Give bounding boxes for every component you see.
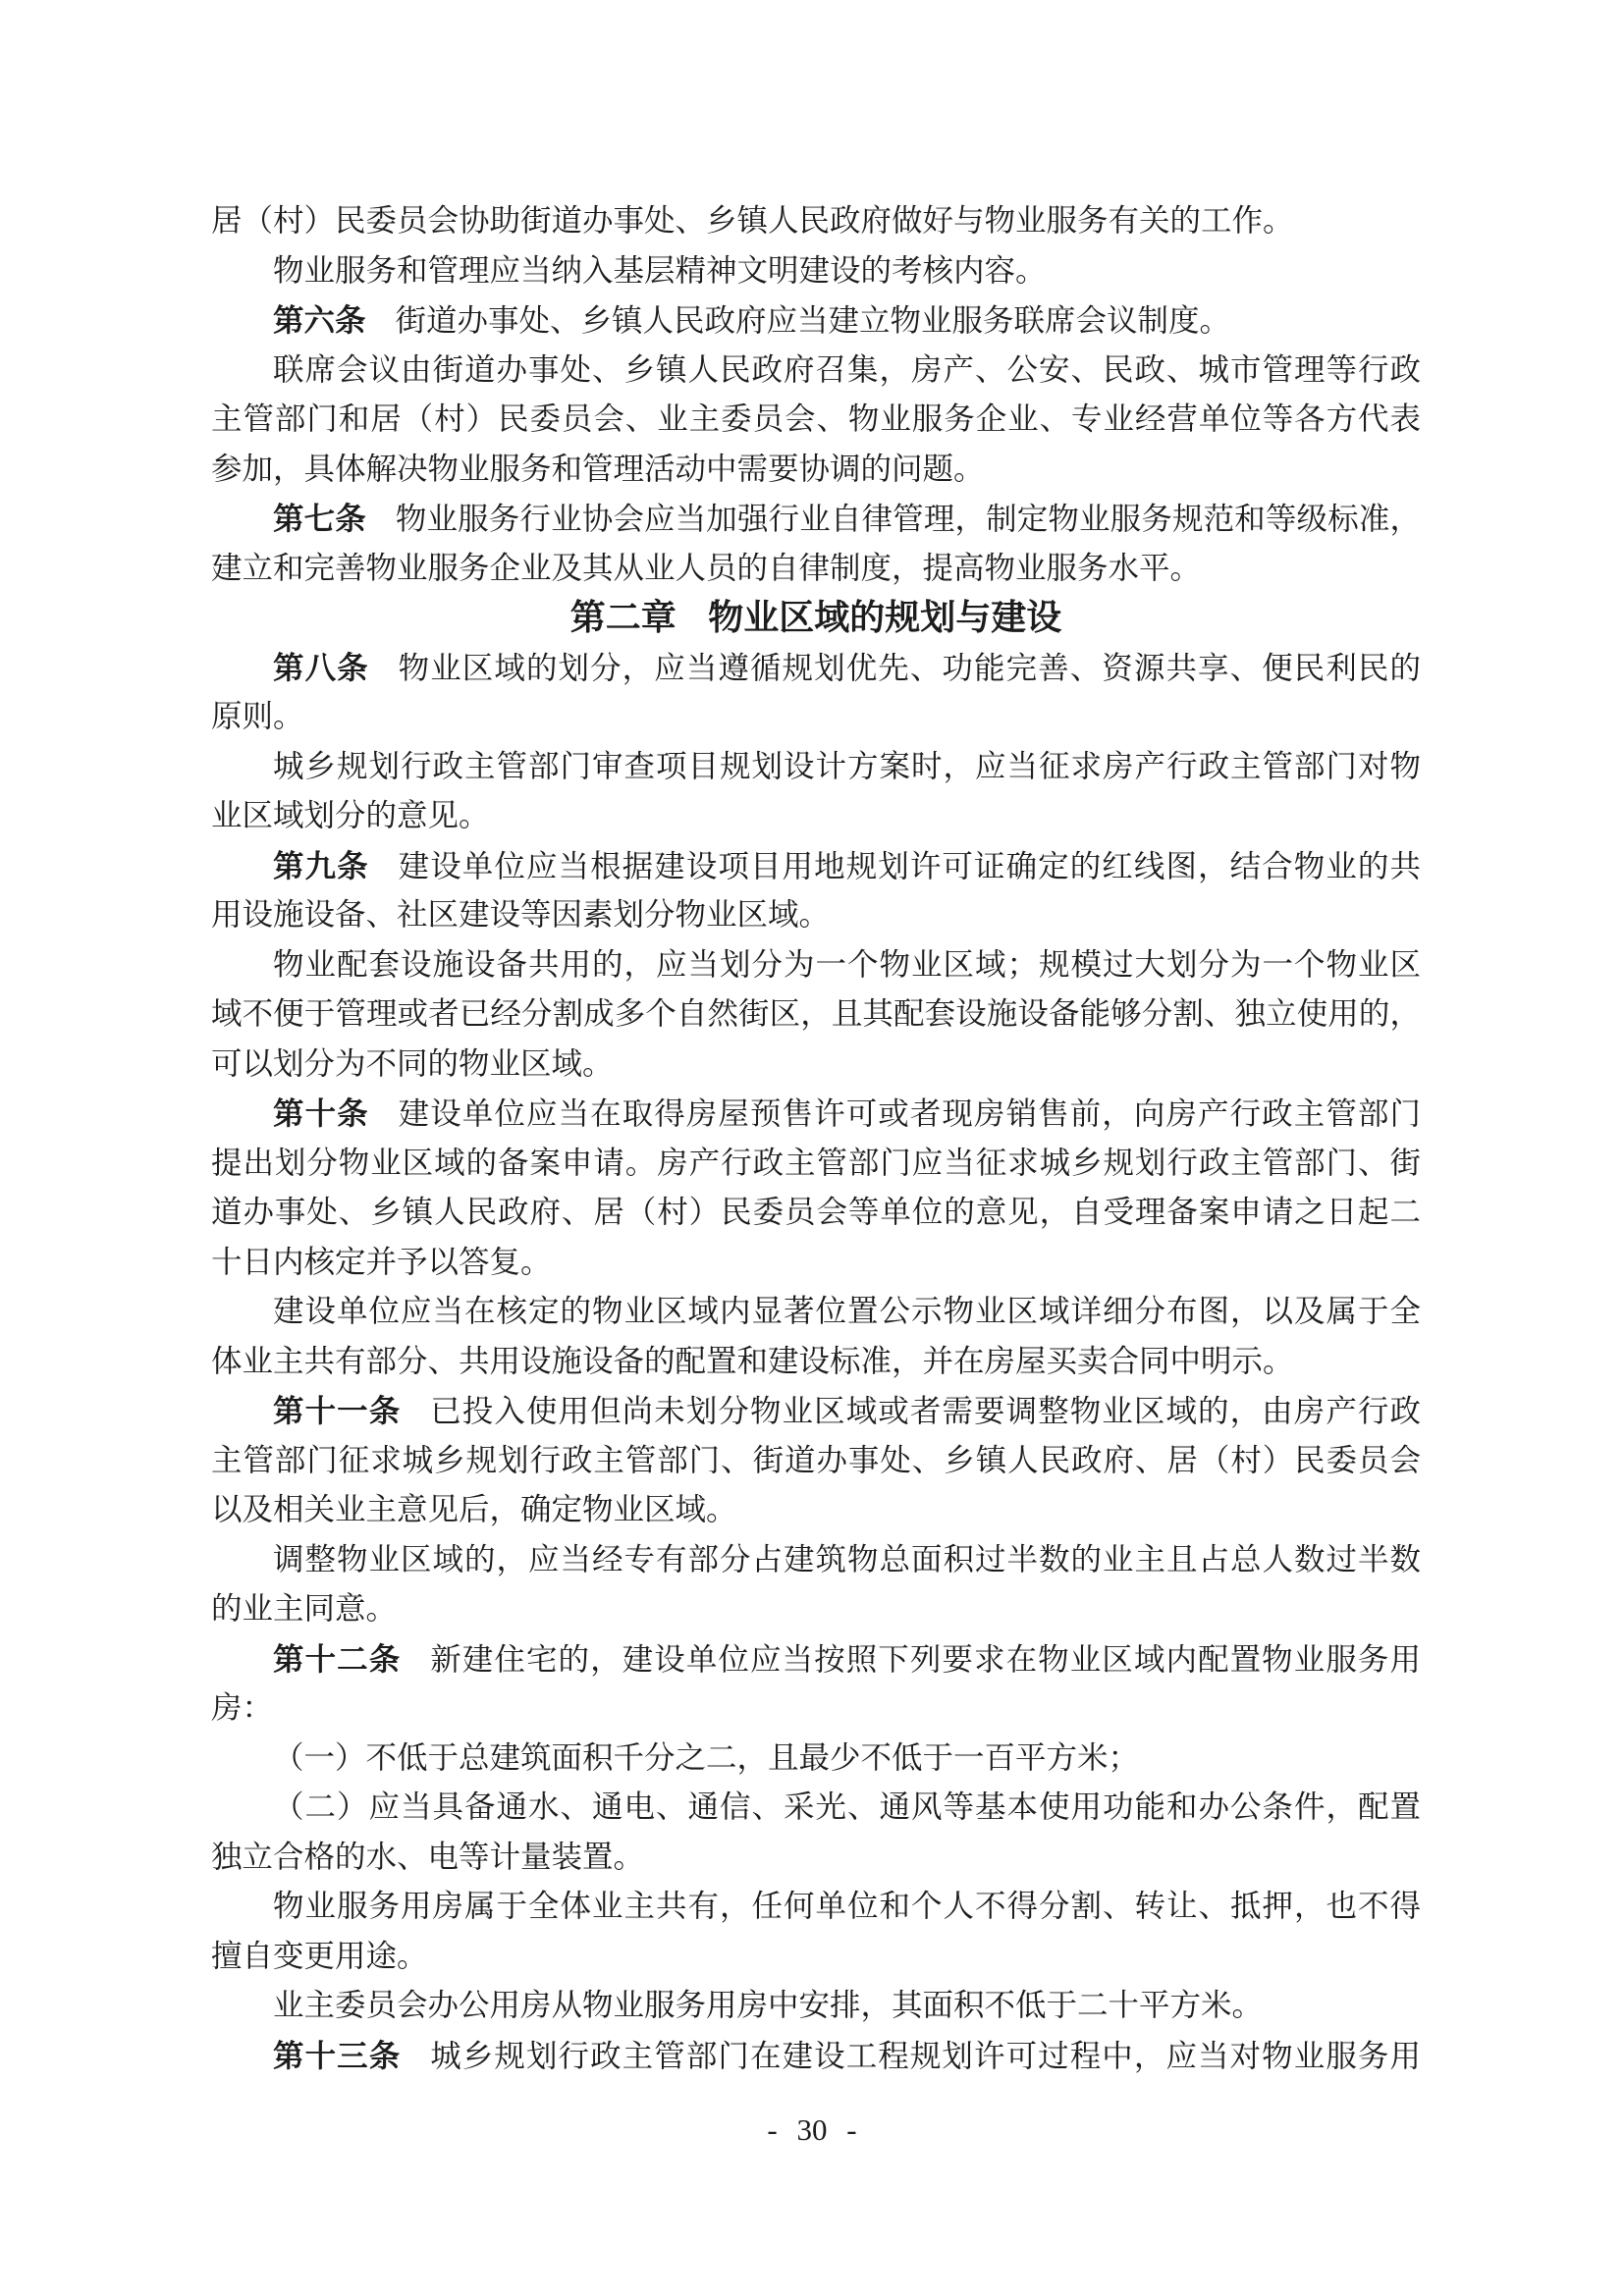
line-text: 居（村）民委员会协助街道办事处、乡镇人民政府做好与物业服务有关的工作。 <box>211 203 1294 238</box>
text-line <box>211 1683 1421 1734</box>
text-line <box>211 1882 1421 1932</box>
line-text: 体业主共有部分、共用设施设备的配置和建设标准，并在房屋买卖合同中明示。 <box>211 1343 1294 1378</box>
line-text: 原则。 <box>211 699 304 733</box>
line-text: 城乡规划行政主管部门审查项目规划设计方案时，应当征求房产行政主管部门对物 <box>273 748 1421 783</box>
line-text: 物业区域的规划与建设 <box>708 597 1062 637</box>
line-text: 主管部门和居（村）民委员会、业主委员会、物业服务企业、专业经营单位等各方代表 <box>211 401 1421 436</box>
article-number: 第九条 <box>273 847 369 883</box>
line-text: 域不便于管理或者已经分割成多个自然街区，且其配套设施设备能够分割、独立使用的， <box>211 996 1421 1031</box>
text-line <box>211 445 1421 495</box>
page-footer <box>0 2112 1624 2148</box>
text-line <box>211 346 1421 396</box>
article-number: 第六条 <box>273 302 366 338</box>
text-line <box>211 1436 1421 1486</box>
line-text: 建设单位应当在取得房屋预售许可或者现房销售前，向房产行政主管部门 <box>398 1096 1421 1131</box>
text-line <box>211 1238 1421 1288</box>
text-line <box>211 890 1421 940</box>
line-text: 物业服务和管理应当纳入基层精神文明建设的考核内容。 <box>273 252 1047 288</box>
text-line <box>211 544 1421 594</box>
article-number: 第七条 <box>273 501 366 536</box>
text-line <box>211 643 1421 693</box>
line-text: 新建住宅的，建设单位应当按照下列要求在物业区域内配置物业服务用 <box>430 1641 1421 1677</box>
text-line <box>211 295 1421 346</box>
line-text: 调整物业区域的，应当经专有部分占建筑物总面积过半数的业主且占总人数过半数 <box>273 1541 1421 1576</box>
article-number: 第十一条 <box>273 1393 402 1428</box>
line-text: 建设单位应当根据建设项目用地规划许可证确定的红线图，结合物业的共 <box>398 848 1421 883</box>
article-number: 第十条 <box>273 1095 369 1131</box>
line-text: 道办事处、乡镇人民政府、居（村）民委员会等单位的意见，自受理备案申请之日起二 <box>211 1195 1421 1229</box>
text-line <box>211 1337 1421 1387</box>
line-text: 参加，具体解决物业服务和管理活动中需要协调的问题。 <box>211 451 985 486</box>
text-line <box>211 1386 1421 1436</box>
text-line <box>211 395 1421 445</box>
line-text: 联席会议由街道办事处、乡镇人民政府召集，房产、公安、民政、城市管理等行政 <box>273 351 1421 387</box>
line-text: 城乡规划行政主管部门在建设工程规划许可过程中，应当对物业服务用 <box>430 2038 1421 2073</box>
text-line <box>211 1139 1421 1189</box>
line-text: 提出划分物业区域的备案申请。房产行政主管部门应当征求城乡规划行政主管部门、街 <box>211 1145 1421 1180</box>
line-text: 十日内核定并予以答复。 <box>211 1244 552 1279</box>
text-line <box>211 692 1421 742</box>
line-text: 已投入使用但尚未划分物业区域或者需要调整物业区域的，由房产行政 <box>430 1394 1421 1428</box>
line-text: 业区域划分的意见。 <box>211 798 490 832</box>
text-line <box>211 841 1421 891</box>
article-number: 第八条 <box>273 649 369 685</box>
text-line <box>211 1584 1421 1634</box>
text-line <box>211 1634 1421 1684</box>
line-text: 以及相关业主意见后，确定物业区域。 <box>211 1492 737 1526</box>
text-line <box>211 1485 1421 1535</box>
line-text: 建立和完善物业服务企业及其从业人员的自律制度，提高物业服务水平。 <box>211 550 1202 585</box>
line-text: 建设单位应当在核定的物业区域内显著位置公示物业区域详细分布图，以及属于全 <box>273 1294 1421 1328</box>
text-line <box>211 791 1421 841</box>
text-line <box>211 1981 1421 2031</box>
text-line <box>211 494 1421 544</box>
line-text: 擅自变更用途。 <box>211 1938 428 1973</box>
text-line <box>211 196 1421 246</box>
text-line <box>211 1833 1421 1883</box>
text-line <box>211 246 1421 296</box>
text-line <box>211 1287 1421 1337</box>
line-text: 业主委员会办公用房从物业服务用房中安排，其面积不低于二十平方米。 <box>273 1988 1264 2022</box>
text-line <box>211 1932 1421 1982</box>
line-text: 的业主同意。 <box>211 1591 398 1626</box>
text-line <box>211 1734 1421 1784</box>
text-line <box>211 940 1421 990</box>
line-text: 物业服务行业协会应当加强行业自律管理，制定物业服务规范和等级标准， <box>395 502 1421 536</box>
line-text: 可以划分为不同的物业区域。 <box>211 1045 614 1081</box>
text-line <box>211 1188 1421 1238</box>
line-text: 主管部门征求城乡规划行政主管部门、街道办事处、乡镇人民政府、居（村）民委员会 <box>211 1442 1421 1477</box>
text-line <box>211 2031 1421 2081</box>
line-text: 街道办事处、乡镇人民政府应当建立物业服务联席会议制度。 <box>395 303 1230 338</box>
line-text: 物业区域的划分，应当遵循规划优先、功能完善、资源共享、便民利民的 <box>398 650 1421 685</box>
line-text: 物业配套设施设备共用的，应当划分为一个物业区域；规模过大划分为一个物业区 <box>273 946 1421 982</box>
chapter-heading <box>211 593 1421 643</box>
text-line <box>211 1089 1421 1139</box>
line-text: （一）不低于总建筑面积千分之二，且最少不低于一百平方米； <box>273 1739 1140 1775</box>
line-text: （二）应当具备通水、通电、通信、采光、通风等基本使用功能和办公条件，配置 <box>273 1789 1421 1824</box>
text-line <box>211 1783 1421 1833</box>
line-text: 独立合格的水、电等计量装置。 <box>211 1839 645 1874</box>
article-number: 第十二条 <box>273 1640 402 1677</box>
line-text: 物业服务用房属于全体业主共有，任何单位和个人不得分割、转让、抵押，也不得 <box>273 1889 1421 1923</box>
article-number: 第二章 <box>569 597 677 637</box>
article-number: 第十三条 <box>273 2037 402 2073</box>
text-line <box>211 1535 1421 1585</box>
text-line <box>211 1040 1421 1090</box>
text-line <box>211 742 1421 792</box>
page-number: - 30 - <box>767 2112 857 2147</box>
line-text: 用设施设备、社区建设等因素划分物业区域。 <box>211 897 831 932</box>
text-block <box>211 196 1421 2080</box>
line-text: 房： <box>211 1690 274 1725</box>
text-line <box>211 989 1421 1040</box>
